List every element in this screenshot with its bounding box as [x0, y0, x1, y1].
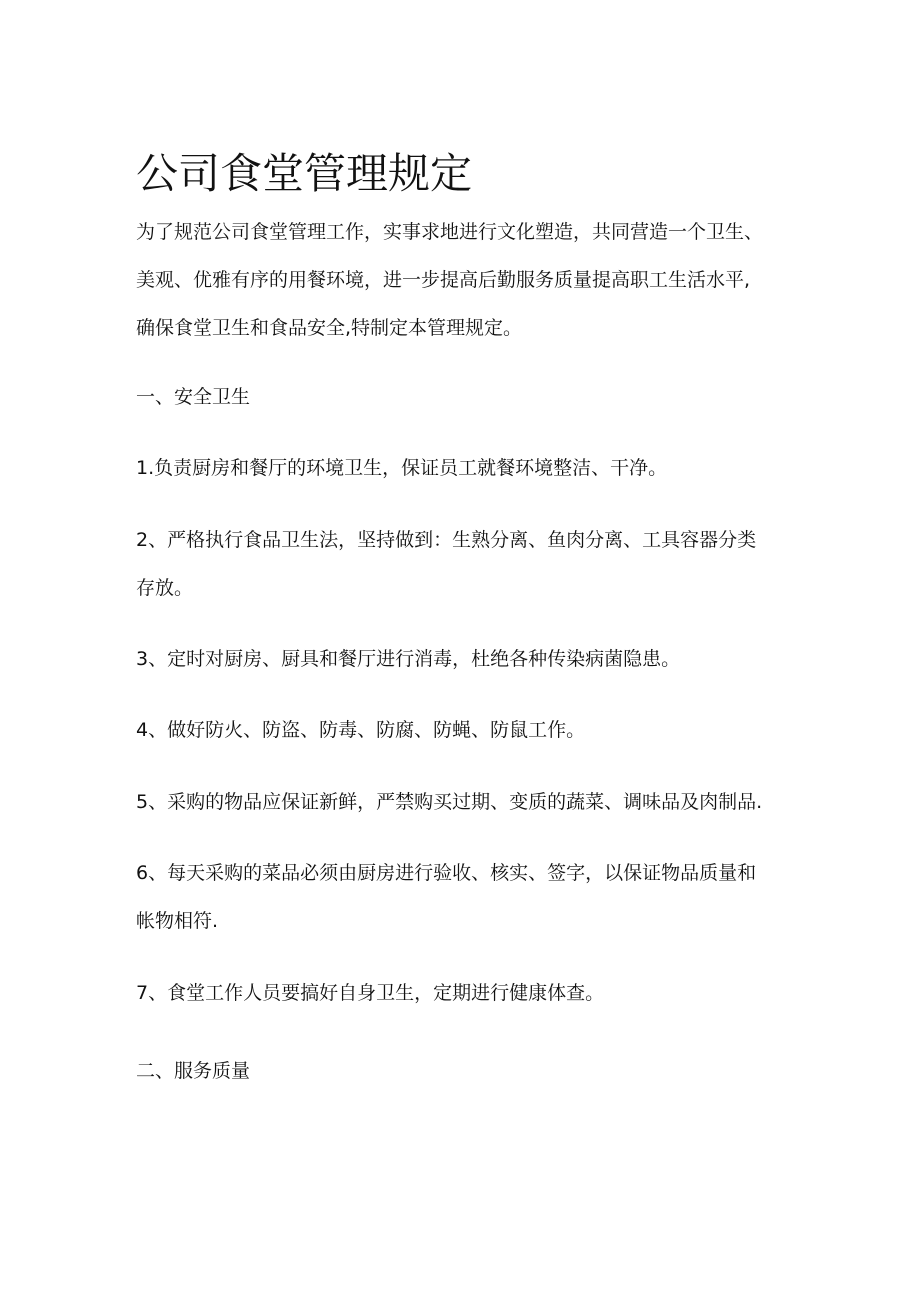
- list-item-5: 5、采购的物品应保证新鲜，严禁购买过期、变质的蔬菜、调味品及肉制品.: [136, 791, 763, 813]
- intro-line-3: 确保食堂卫生和食品安全,特制定本管理规定。: [136, 317, 523, 339]
- intro-line-1: 为了规范公司食堂管理工作，实事求地进行文化塑造，共同营造一个卫生、: [136, 221, 764, 243]
- list-item-3: 3、定时对厨房、厨具和餐厅进行消毒，杜绝各种传染病菌隐患。: [136, 648, 681, 670]
- page-title: 公司食堂管理规定: [136, 149, 473, 199]
- list-item-1: 1.负责厨房和餐厅的环境卫生，保证员工就餐环境整洁、干净。: [136, 457, 668, 479]
- intro-line-2: 美观、优雅有序的用餐环境，进一步提高后勤服务质量提高职工生活水平,: [136, 269, 751, 291]
- list-item-2-line-1: 2、严格执行食品卫生法，坚持做到：生熟分离、鱼肉分离、工具容器分类: [136, 529, 757, 551]
- list-item-2-line-2: 存放。: [136, 577, 194, 599]
- list-item-6-line-1: 6、每天采购的菜品必须由厨房进行验收、核实、签字，以保证物品质量和: [136, 862, 757, 884]
- list-item-4: 4、做好防火、防盗、防毒、防腐、防蝇、防鼠工作。: [136, 719, 586, 741]
- section-heading-safety: 一、安全卫生: [136, 386, 251, 408]
- list-item-6-line-2: 帐物相符.: [136, 910, 219, 932]
- section-heading-service: 二、服务质量: [136, 1060, 251, 1082]
- list-item-7: 7、食堂工作人员要搞好自身卫生，定期进行健康体查。: [136, 982, 605, 1004]
